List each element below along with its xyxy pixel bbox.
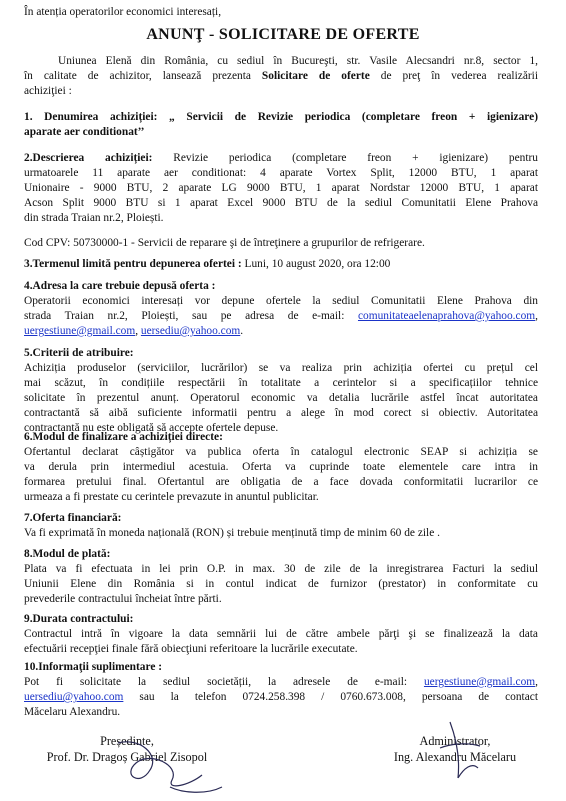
section-2-line-5: din strada Traian nr.2, Ploiești. xyxy=(24,212,164,224)
section-8-line-1: Plata va fi efectuata in lei prin O.P. in max. 30 de zile de la inregistrarea Facturi la sediul xyxy=(24,563,538,575)
email-link-gestiune-2[interactable]: uergestiune@gmail.com xyxy=(423,676,536,688)
section-4-line-2: strada Traian nr.2, Ploiești, sau pe adresa de e-mail: comunitateaelenaprahova@yahoo.com, xyxy=(24,310,538,322)
section-5-line-1: Achiziția produselor (serviciilor, lucrărilor) se va realiza prin achiziția ofertei cu prețul cel xyxy=(24,362,538,374)
deadline-value: Luni, 10 august 2020, ora 12:00 xyxy=(241,258,391,270)
section-8-heading: 8.Modul de plată: xyxy=(24,548,111,560)
section-6-line-3: formarea pretului final. Ofertantul are obligatia de a face dovada conformitatii lucrarilor ce xyxy=(24,476,538,488)
section-4-line-1: Operatorii economici interesați vor depune ofertele la sediul Comunitatii Elene Prahova din xyxy=(24,295,538,307)
section-5-line-3: solicitate în prezentul anunț. Operatorul economic va detalia lucrările astfel încat autoritatea xyxy=(24,392,538,404)
section-1-line-1: 1. Denumirea achiziției: „ Servicii de Revizie periodica (completare freon + igienizare) xyxy=(24,111,538,123)
section-3-heading: 3.Termenul limită pentru depunerea ofertei : xyxy=(24,258,242,270)
document-title: ANUNŢ - SOLICITARE DE OFERTE xyxy=(146,26,420,43)
intro-line-3: achiziţiei : xyxy=(24,85,72,97)
section-6-line-1: Ofertantul declarat câștigător va publica oferta în catalogul electronic SEAP si achiziția se xyxy=(24,446,538,458)
section-6-line-2: va derula prin intermediul acestuia. Oferta va cuprinde toate elementele care intra in xyxy=(24,461,538,473)
section-4-line-3: uergestiune@gmail.com, uersediu@yahoo.com. xyxy=(24,325,244,337)
email-link-gestiune[interactable]: uergestiune@gmail.com xyxy=(24,325,136,337)
section-5-heading: 5.Criterii de atribuire: xyxy=(24,347,134,359)
section-8-line-3: prevederile contractului încheiat între părti. xyxy=(24,593,222,605)
section-9-heading: 9.Durata contractului: xyxy=(24,613,134,625)
section-7-heading: 7.Oferta financiară: xyxy=(24,512,122,524)
section-4-heading: 4.Adresa la care trebuie depusă oferta : xyxy=(24,280,216,292)
section-3 xyxy=(24,257,538,272)
section-10-line-1: Pot fi solicitate la sediul societății, la adresele de e-mail: uergestiune@gmail.com, xyxy=(24,676,538,688)
section-6-line-4: urmeaza a fi prestate cu cerintele prevazute in anuntul publicitar. xyxy=(24,491,319,503)
section-2-heading: 2.Descrierea achiziției: xyxy=(24,152,153,164)
section-10-line-3: Măcelaru Alexandru. xyxy=(24,706,121,718)
section-5-line-2: mai scăzut, în condițiile respectării în totalitate a cerintelor si a specificațiilor tehnice xyxy=(24,377,538,389)
administrator-role: Administrator, xyxy=(419,734,491,748)
email-link-comunitate[interactable]: comunitateaelenaprahova@yahoo.com xyxy=(357,310,536,322)
section-5-line-4: contractantă să aibă suficiente informatii pentru a alege în mod corect si obiectiv. Autoritatea xyxy=(24,407,538,419)
cpv-code: Cod CPV: 50730000-1 - Servicii de reparare şi de întreţinere a grupurilor de refrigerare. xyxy=(24,237,425,249)
header-note: În atenția operatorilor economici interesați, xyxy=(24,6,222,18)
section-2-line-1: 2.Descrierea achiziției: Revizie periodica (completare freon + igienizare) pentru xyxy=(24,152,538,164)
president-role: Președinte, xyxy=(100,734,154,748)
administrator-handwritten-signature xyxy=(420,718,500,788)
section-1-heading: 1. Denumirea achiziției: xyxy=(24,111,158,123)
section-6-heading: 6.Modul de finalizare a achiziției directe: xyxy=(24,431,223,443)
president-name: Prof. Dr. Dragoș Gabriel Zisopol xyxy=(46,750,208,764)
section-2-line-3: Unionaire - 9000 BTU, 2 aparate LG 9000 BTU, 1 aparat Nordstar 12000 BTU, 1 aparat xyxy=(24,182,538,194)
intro-line-1: Uniunea Elenă din România, cu sediul în Bucureşti, str. Vasile Alecsandri nr.8, sector 1, xyxy=(58,55,538,67)
section-1-line-2: aparate aer conditionat’’ xyxy=(24,126,145,138)
section-9-line-1: Contractul intră în vigoare la data semnării lui de către ambele părţi şi se finalizează la data xyxy=(24,628,538,640)
section-2-line-2: urmatoarele 11 aparate aer conditionat: 4 aparate Vortex Split, 12000 BTU, 1 aparat xyxy=(24,167,538,179)
president-handwritten-signature xyxy=(110,735,230,801)
email-link-sediu[interactable]: uersediu@yahoo.com xyxy=(140,325,241,337)
email-link-sediu-2[interactable]: uersediu@yahoo.com xyxy=(24,691,124,703)
section-7-line-1: Va fi exprimată în moneda națională (RON) și trebuie menținută timp de minim 60 de zile . xyxy=(24,527,440,539)
section-10-heading: 10.Informaţii suplimentare : xyxy=(24,661,163,673)
administrator-name: Ing. Alexandru Măcelaru xyxy=(393,750,517,764)
section-8-line-2: Uniunii Elene din România si in contul indicat de furnizor (prestator) in conformitate cu xyxy=(24,578,538,590)
section-5-line-5: contractantă nu este obligată să accepte ofertele depuse. xyxy=(24,422,279,434)
section-10-line-2: uersediu@yahoo.com sau la telefon 0724.258.398 / 0760.673.008, persoana de contact xyxy=(24,691,538,703)
intro-line-2: în calitate de achizitor, lansează prezenta Solicitare de oferte de preţ în vederea realizării xyxy=(24,70,538,82)
section-2-line-4: Acson Split 9000 BTU si 1 aparat Excel 9000 BTU de la sediul Comunitatii Elene Prahova xyxy=(24,197,538,209)
section-9-line-2: efectuării recepţiei finale fără obiecţiuni referitoare la lucrările executate. xyxy=(24,643,358,655)
